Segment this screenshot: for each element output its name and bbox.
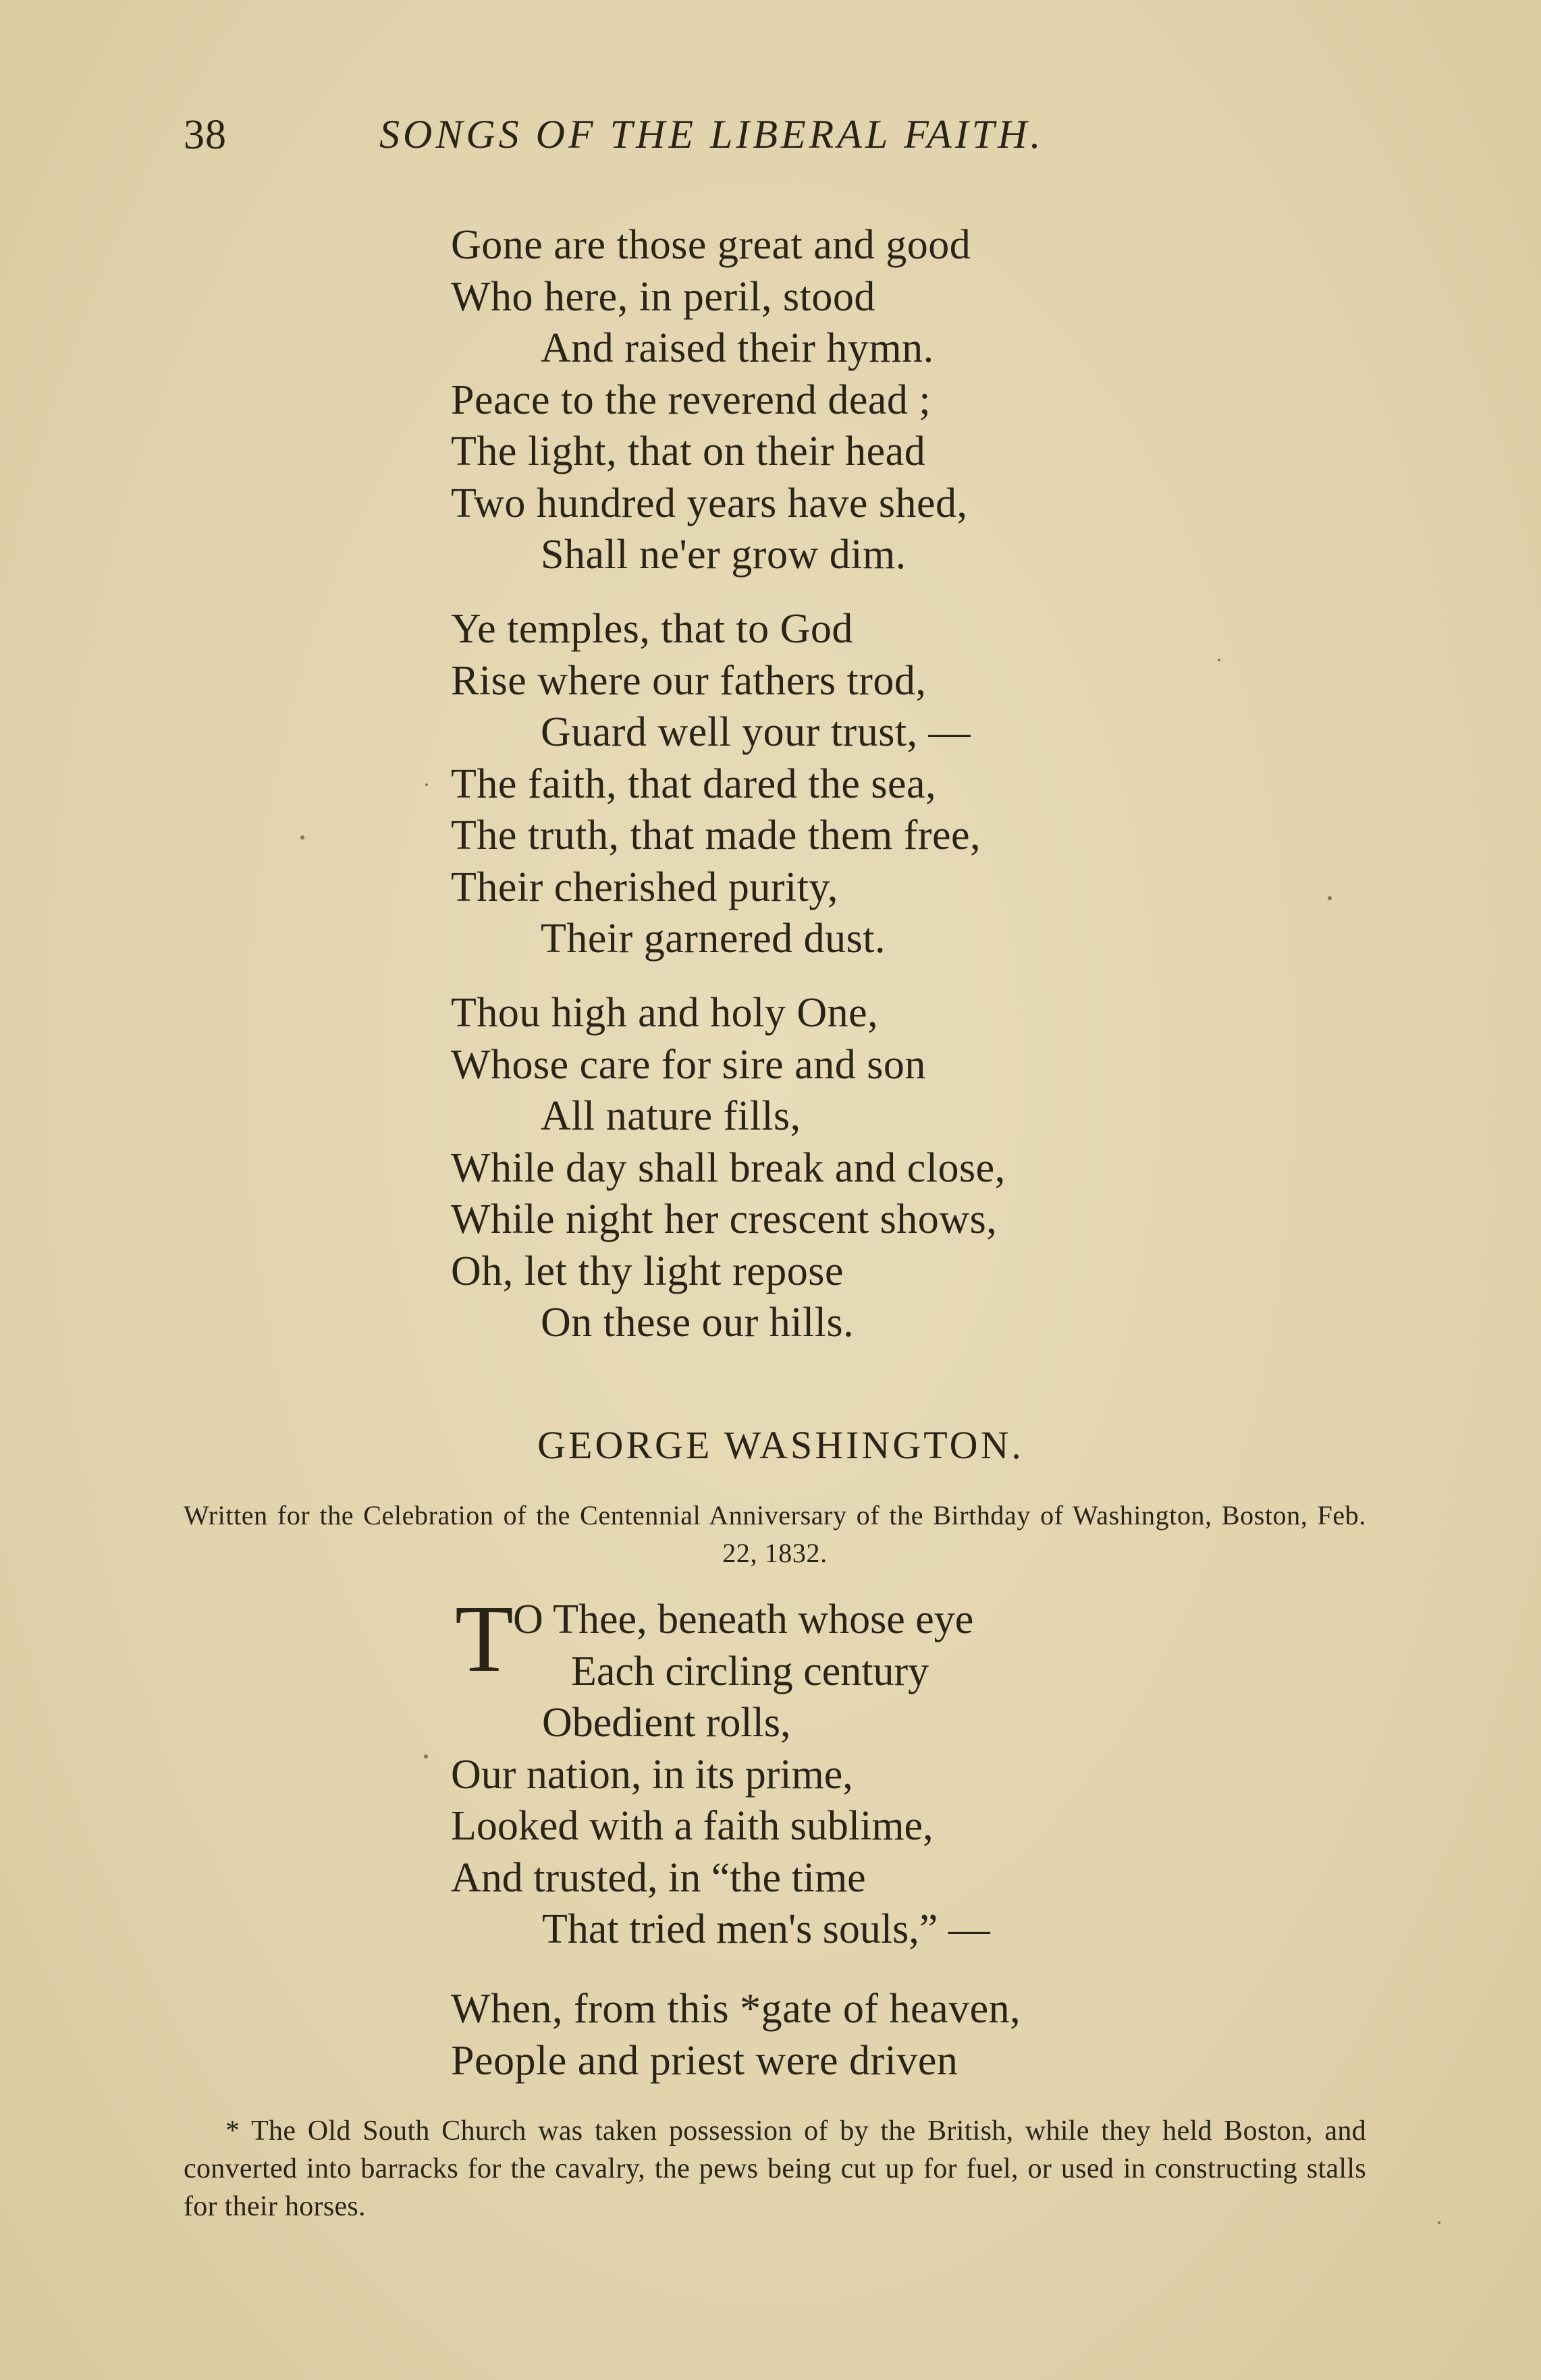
running-title: SONGS OF THE LIBERAL FAITH. <box>379 112 1044 157</box>
verse-line: That tried men's souls,” — <box>542 1906 990 1952</box>
verse-line: Gone are those great and good <box>451 222 971 268</box>
stanza-5 <box>451 1983 1021 2086</box>
stanza-2 <box>451 603 981 965</box>
verse-line: Whose care for sire and son <box>451 1041 926 1088</box>
verse-line: All nature fills, <box>541 1093 801 1139</box>
drop-cap: T <box>455 1585 514 1692</box>
verse-line: Peace to the reverend dead ; <box>451 377 931 423</box>
verse-line: And raised their hymn. <box>541 325 934 371</box>
verse-line: Guard well your trust, — <box>541 709 971 755</box>
paper-speck <box>1328 896 1332 900</box>
footnote-text: * The Old South Church was taken possession of by the British, while they held Boston, and converted into barracks for the cavalry, the pews being cut up for fuel, or used in constructing stalls for their horses. <box>184 2115 1366 2222</box>
verse-line: Each circling century <box>571 1648 929 1694</box>
stanza-1 <box>451 219 971 581</box>
running-head <box>184 111 1372 172</box>
verse-line: Ye temples, that to God <box>451 606 853 652</box>
verse-line: While day shall break and close, <box>451 1144 1006 1191</box>
verse-line: Their garnered dust. <box>541 916 886 962</box>
paper-speck <box>425 783 428 786</box>
verse-line: The light, that on their head <box>451 428 926 474</box>
verse-line: Rise where our fathers trod, <box>451 657 927 704</box>
paper-speck <box>424 1754 428 1759</box>
verse-line: People and priest were driven <box>451 2037 958 2084</box>
verse-line: The truth, that made them free, <box>451 812 981 858</box>
verse-line: Oh, let thy light repose <box>451 1248 844 1294</box>
verse-line: When, from this *gate of heaven, <box>451 1986 1021 2032</box>
verse-line: On these our hills. <box>541 1300 855 1346</box>
verse-line: O Thee, beneath whose eye <box>513 1597 974 1642</box>
verse-line: While night her crescent shows, <box>451 1196 998 1242</box>
paper-speck <box>1218 659 1220 661</box>
verse-line: Two hundred years have shed, <box>451 480 968 526</box>
verse-line: Thou high and holy One, <box>451 990 879 1036</box>
stanza-4 <box>451 1585 990 1956</box>
verse-line: And trusted, in “the time <box>451 1854 866 1901</box>
stanza-3 <box>451 987 1006 1349</box>
footnote <box>184 2112 1366 2225</box>
section-subtitle: Written for the Celebration of the Centennial Anniversary of the Birthday of Washington, Boston, Feb. 22, 1832. <box>184 1500 1366 1568</box>
verse-line: Shall ne'er grow dim. <box>541 532 907 578</box>
paper-speck <box>1438 2221 1440 2224</box>
verse-line: Who here, in peril, stood <box>451 273 875 320</box>
section-heading: GEORGE WASHINGTON. <box>537 1423 1024 1467</box>
verse-line: The faith, that dared the sea, <box>451 760 937 807</box>
verse-line: Obedient rolls, <box>542 1700 791 1746</box>
paper-speck <box>300 835 304 839</box>
verse-line: Looked with a faith sublime, <box>451 1803 934 1849</box>
verse-line: Their cherished purity, <box>451 864 838 910</box>
verse-line: Our nation, in its prime, <box>451 1751 853 1798</box>
page-number: 38 <box>184 112 227 158</box>
